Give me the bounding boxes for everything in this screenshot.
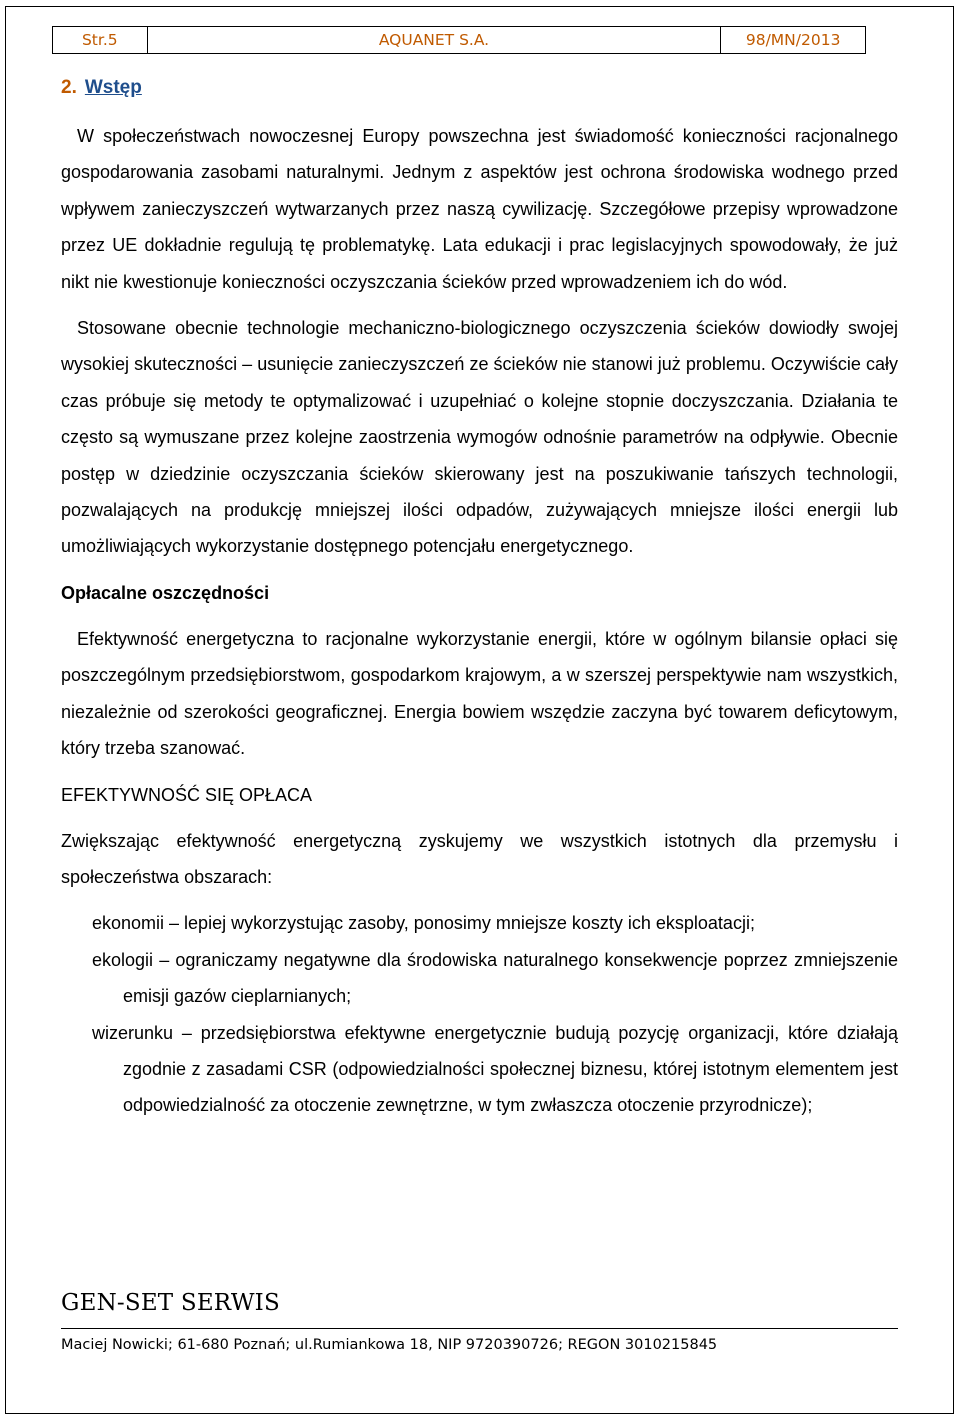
section-title: Wstęp bbox=[84, 77, 142, 98]
header-document-number: 98/MN/2013 bbox=[721, 27, 866, 54]
header-page-number: Str.5 bbox=[53, 27, 148, 54]
page-header bbox=[52, 26, 866, 54]
increasing-paragraph: Zwiększając efektywność energetyczną zyskujemy we wszystkich istotnych dla przemysłu i społeczeństwa obszarach: bbox=[61, 830, 898, 887]
section-number: 2. bbox=[61, 77, 77, 98]
list-item-image: wizerunku – przedsiębiorstwa efektywne energetycznie budują pozycję organizacji, które działają zgodnie z zasadami CSR (odpowiedzialności społecznej biznesu, której istotnym elementem jest odpowiedzialność za otoczenie zewnętrzne, w tym zwłaszcza otoczenie przyrodnicze); bbox=[92, 1022, 898, 1116]
footer-divider bbox=[61, 1328, 898, 1329]
list-item-economy: ekonomii – lepiej wykorzystując zasoby, ponosimy mniejsze koszty ich eksploatacji; bbox=[92, 913, 755, 934]
footer-company: GEN-SET SERWIS bbox=[61, 1290, 280, 1316]
list-item-ecology: ekologii – ograniczamy negatywne dla środowiska naturalnego konsekwencje poprzez zmniejszenie emisji gazów cieplarnianych; bbox=[92, 949, 898, 1007]
caps-heading: EFEKTYWNOŚĆ SIĘ OPŁACA bbox=[61, 784, 313, 805]
section-heading bbox=[61, 68, 898, 108]
footer-address: Maciej Nowicki; 61-680 Poznań; ul.Rumiankowa 18, NIP 9720390726; REGON 3010215845 bbox=[61, 1337, 718, 1353]
header-company: AQUANET S.A. bbox=[147, 27, 721, 54]
technology-paragraph: Stosowane obecnie technologie mechaniczno-biologicznego oczyszczenia ścieków dowiodły swojej wysokiej skuteczności – usunięcie zanieczyszczeń ze ścieków nie stanowi już problemu. Oczywiście cały czas próbuje się metody te optymalizować i uzupełniać o kolejne stopnie doczyszczania. Działania te często są wymuszane przez kolejne zaostrzenia wymogów odnośnie parametrów na odpływie. Obecnie postęp w dziedzinie oczyszczania ścieków skierowany jest na poszukiwanie tańszych technologii, pozwalających na produkcję mniejszej ilości odpadów, zużywających mniejsze ilości energii lub umożliwiających wykorzystanie dostępnego potencjału energetycznego. bbox=[61, 318, 898, 557]
savings-heading: Opłacalne oszczędności bbox=[61, 582, 270, 603]
benefits-list bbox=[61, 905, 898, 1123]
efficiency-paragraph: Efektywność energetyczna to racjonalne wykorzystanie energii, które w ogólnym bilansie opłaci się poszczególnym przedsiębiorstwom, gospodarkom krajowym, a w szerszej perspektywie nam wszystkich, niezależnie od szerokości geograficznej. Energia bowiem wszędzie zaczyna być towarem deficytowym, który trzeba szanować. bbox=[61, 628, 898, 759]
document-body bbox=[61, 68, 898, 1124]
intro-paragraph: W społeczeństwach nowoczesnej Europy powszechna jest świadomość konieczności racjonalnego gospodarowania zasobami naturalnymi. Jednym z aspektów jest ochrona środowiska wodnego przed wpływem zanieczyszczeń wytwarzanych przez naszą cywilizację. Szczegółowe przepisy wprowadzone przez UE dokładnie regulują tę problematykę. Lata edukacji i prac legislacyjnych spowodowały, że już nikt nie kwestionuje konieczności oczyszczania ścieków przed wprowadzeniem ich do wód. bbox=[61, 126, 898, 292]
